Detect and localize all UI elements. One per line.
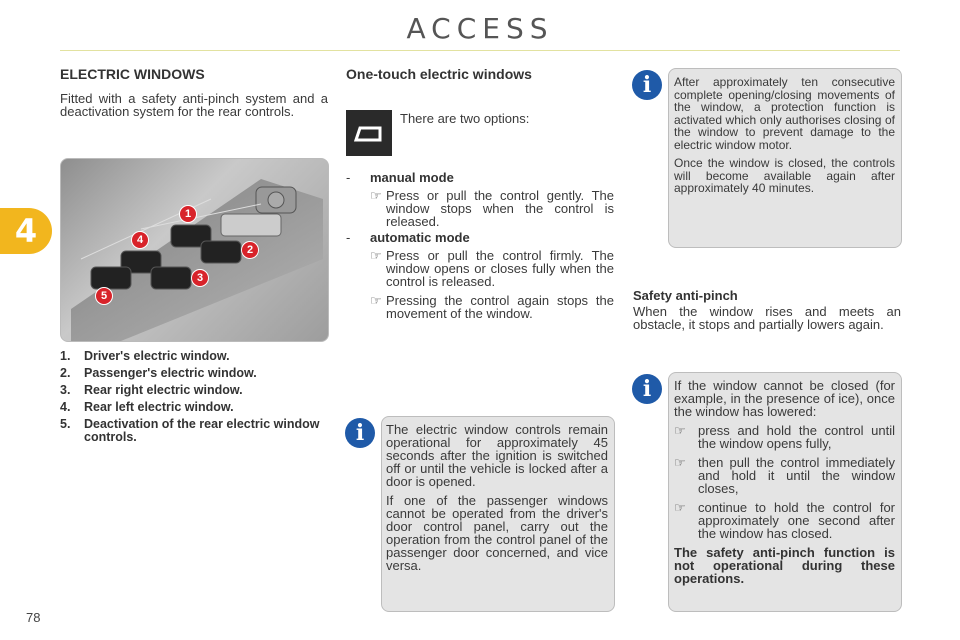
pointing-hand-icon: ☞ [370, 293, 382, 308]
list-text: Passenger's electric window. [84, 366, 257, 380]
safety-text: When the window rises and meets an obstacle, it stops and partially lowers again. [633, 304, 901, 332]
list-item [60, 418, 330, 444]
automatic-mode-text: Pressing the control again stops the movement of the window. [386, 293, 614, 321]
pointing-hand-icon: ☞ [370, 188, 382, 203]
options-intro: There are two options: [400, 111, 530, 126]
page-header-title: ACCESS [406, 12, 554, 45]
list-number: 5. [60, 417, 71, 431]
ice-step-text: press and hold the control until the window opens fully, [698, 423, 895, 451]
list-text: Rear left electric window. [84, 400, 234, 414]
manual-mode-text: Press or pull the control gently. The window stops when the control is released. [386, 188, 614, 229]
page-number: 78 [26, 610, 41, 625]
chapter-tab: 4 [0, 208, 52, 254]
list-number: 3. [60, 383, 71, 397]
ice-step-text: continue to hold the control for approximately one second after the window has closed. [698, 500, 895, 541]
pointing-hand-icon: ☞ [674, 455, 686, 470]
info-paragraph: If the window cannot be closed (for example, in the presence of ice), once the window has lowered: [674, 378, 895, 419]
dash: - [346, 170, 351, 185]
list-item [60, 384, 330, 397]
info-text-operational [386, 423, 608, 578]
intro-text: Fitted with a safety anti-pinch system and a deactivation system for the rear controls. [60, 91, 328, 119]
list-number: 1. [60, 349, 71, 363]
manual-mode-block [346, 170, 614, 234]
list-number: 4. [60, 400, 71, 414]
pointing-hand-icon: ☞ [674, 423, 686, 438]
ice-step-text: then pull the control immediately and hold it until the window closes, [698, 455, 895, 496]
list-text: Rear right electric window. [84, 383, 243, 397]
list-text: Deactivation of the rear electric window controls. [84, 417, 320, 444]
section-title-one-touch: One-touch electric windows [346, 66, 532, 82]
info-text-protection [674, 76, 895, 201]
control-panel-illustration [61, 159, 328, 341]
list-item [60, 350, 330, 363]
info-paragraph: If one of the passenger windows cannot be operated from the driver's door control panel, carry out the operation from the control panel of the passenger door concerned, and vice versa. [386, 493, 608, 573]
section-title-electric-windows: ELECTRIC WINDOWS [60, 66, 205, 82]
warning-text: The safety anti-pinch function is not operational during these operations. [674, 545, 895, 586]
dash: - [346, 230, 351, 245]
callout-1: 1 [179, 205, 197, 223]
header-divider [60, 50, 900, 51]
manual-mode-label: manual mode [370, 170, 454, 185]
list-text: Driver's electric window. [84, 349, 230, 363]
section-title-safety: Safety anti-pinch [633, 288, 738, 303]
automatic-mode-block [346, 230, 614, 326]
info-paragraph: The electric window controls remain operational for approximately 45 seconds after the ignition is switched off or until the vehicle is locked after a door is opened. [386, 422, 608, 489]
window-switch-icon [346, 110, 392, 156]
window-control-panel-photo [60, 158, 329, 342]
window-control-legend [60, 350, 330, 448]
info-paragraph: After approximately ten consecutive complete opening/closing movements of the window, a protection function is activated which only authorises closing of the window to prevent damage to the electric window motor. [674, 75, 895, 152]
info-text-ice [674, 379, 895, 591]
callout-3: 3 [191, 269, 209, 287]
automatic-mode-label: automatic mode [370, 230, 470, 245]
info-icon: i [632, 374, 662, 404]
pointing-hand-icon: ☞ [370, 248, 382, 263]
list-item [60, 367, 330, 380]
info-icon: i [632, 70, 662, 100]
callout-5: 5 [95, 287, 113, 305]
callout-4: 4 [131, 231, 149, 249]
automatic-mode-text: Press or pull the control firmly. The window opens or closes fully when the control is released. [386, 248, 614, 289]
callout-2: 2 [241, 241, 259, 259]
info-paragraph: Once the window is closed, the controls will become available again after approximately 40 minutes. [674, 156, 895, 195]
list-number: 2. [60, 366, 71, 380]
pointing-hand-icon: ☞ [674, 500, 686, 515]
info-icon: i [345, 418, 375, 448]
list-item [60, 401, 330, 414]
